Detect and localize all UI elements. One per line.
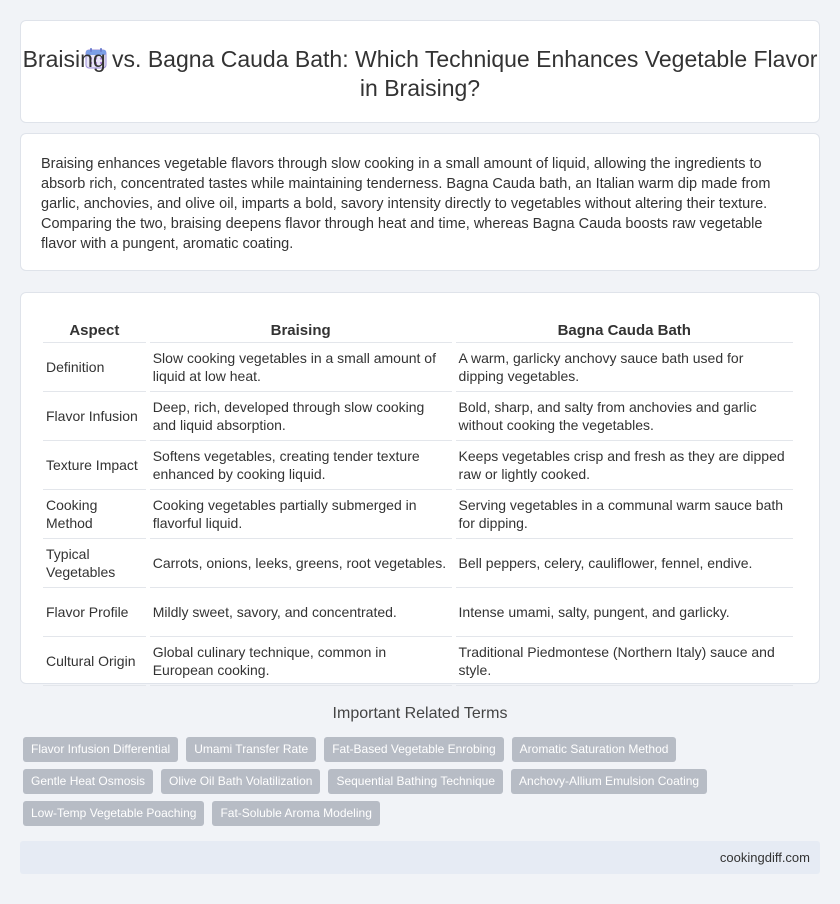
table-row xyxy=(43,588,793,637)
related-term-chip[interactable]: Flavor Infusion Differential xyxy=(23,737,178,762)
footer xyxy=(20,841,820,874)
cell-aspect: Flavor Infusion xyxy=(43,392,146,441)
related-term-chip[interactable]: Aromatic Saturation Method xyxy=(512,737,677,762)
related-term-chip[interactable]: Low-Temp Vegetable Poaching xyxy=(23,801,204,826)
cell-braising: Softens vegetables, creating tender texture enhanced by cooking liquid. xyxy=(150,441,452,490)
related-terms-title: Important Related Terms xyxy=(332,705,508,722)
cell-aspect: Flavor Profile xyxy=(43,588,146,637)
cell-braising: Slow cooking vegetables in a small amount of liquid at low heat. xyxy=(150,343,452,392)
footer-site[interactable]: cookingdiff.com xyxy=(719,850,810,865)
intro-card xyxy=(20,133,820,271)
cell-aspect: Typical Vegetables xyxy=(43,539,146,588)
related-term-chip[interactable]: Umami Transfer Rate xyxy=(186,737,316,762)
cell-bagna-cauda: Serving vegetables in a communal warm sauce bath for dipping. xyxy=(456,490,793,539)
cell-aspect: Definition xyxy=(43,343,146,392)
cell-braising: Carrots, onions, leeks, greens, root vegetables. xyxy=(150,539,452,588)
table-header-row xyxy=(43,313,793,343)
table-row xyxy=(43,343,793,392)
cell-bagna-cauda: A warm, garlicky anchovy sauce bath used for dipping vegetables. xyxy=(456,343,793,392)
related-terms-list xyxy=(23,737,813,833)
related-term-chip[interactable]: Fat-Soluble Aroma Modeling xyxy=(212,801,379,826)
page-title: Braising vs. Bagna Cauda Bath: Which Technique Enhances Vegetable Flavor in Braising? xyxy=(22,46,818,101)
table-row xyxy=(43,392,793,441)
related-term-chip[interactable]: Sequential Bathing Technique xyxy=(328,769,503,794)
related-term-chip[interactable]: Olive Oil Bath Volatilization xyxy=(161,769,320,794)
cell-bagna-cauda: Bell peppers, celery, cauliflower, fennel, endive. xyxy=(456,539,793,588)
header-aspect: Aspect xyxy=(43,313,146,343)
cell-aspect: Cooking Method xyxy=(43,490,146,539)
table-row xyxy=(43,637,793,686)
related-term-chip[interactable]: Gentle Heat Osmosis xyxy=(23,769,153,794)
table-row xyxy=(43,490,793,539)
cell-bagna-cauda: Intense umami, salty, pungent, and garlicky. xyxy=(456,588,793,637)
cell-braising: Cooking vegetables partially submerged in flavorful liquid. xyxy=(150,490,452,539)
intro-text: Braising enhances vegetable flavors through slow cooking in a small amount of liquid, allowing the ingredients to absorb rich, concentrated tastes while maintaining tenderness. Bagna Cauda bath, an Italian warm dip made from garlic, anchovies, and olive oil, imparts a bold, savory intensity directly to vegetables without altering their texture. Comparing the two, braising deepens flavor through heat and time, whereas Bagna Cauda boosts raw vegetable flavor with a pungent, aromatic coating. xyxy=(41,156,771,252)
title-card xyxy=(20,20,820,123)
cell-bagna-cauda: Bold, sharp, and salty from anchovies and garlic without cooking the vegetables. xyxy=(456,392,793,441)
related-term-chip[interactable]: Anchovy-Allium Emulsion Coating xyxy=(511,769,707,794)
cell-braising: Deep, rich, developed through slow cooking and liquid absorption. xyxy=(150,392,452,441)
cell-aspect: Cultural Origin xyxy=(43,637,146,686)
related-term-chip[interactable]: Fat-Based Vegetable Enrobing xyxy=(324,737,503,762)
cell-aspect: Texture Impact xyxy=(43,441,146,490)
cell-bagna-cauda: Keeps vegetables crisp and fresh as they are dipped raw or lightly cooked. xyxy=(456,441,793,490)
cell-braising: Mildly sweet, savory, and concentrated. xyxy=(150,588,452,637)
table-row xyxy=(43,539,793,588)
comparison-card xyxy=(20,292,820,684)
cell-braising: Global culinary technique, common in European cooking. xyxy=(150,637,452,686)
comparison-table xyxy=(39,313,797,686)
header-bagna-cauda: Bagna Cauda Bath xyxy=(456,313,793,343)
cell-bagna-cauda: Traditional Piedmontese (Northern Italy) sauce and style. xyxy=(456,637,793,686)
header-braising: Braising xyxy=(150,313,452,343)
table-row xyxy=(43,441,793,490)
